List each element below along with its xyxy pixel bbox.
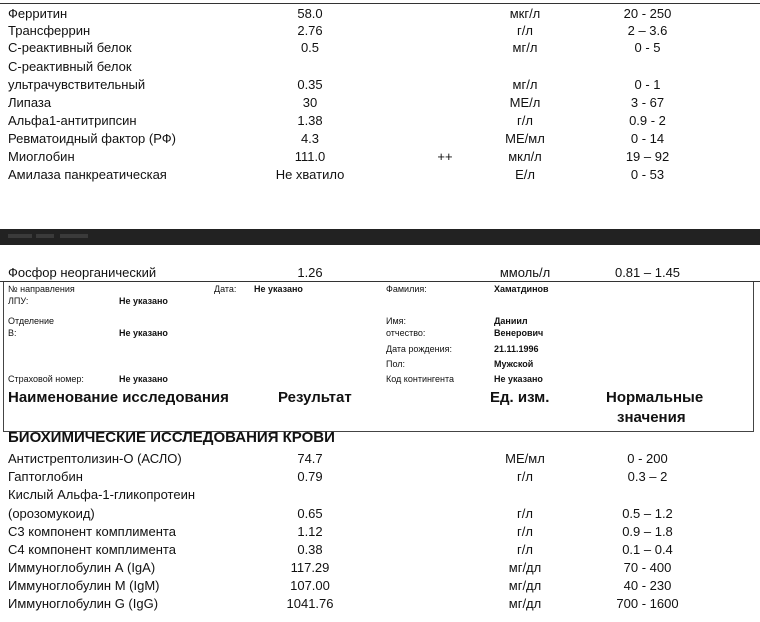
birth-label: Дата рождения: xyxy=(386,344,452,354)
surname-value: Хаматдинов xyxy=(494,284,549,294)
date-value: Не указано xyxy=(254,284,303,294)
contingent-value: Не указано xyxy=(494,374,543,384)
contingent-label: Код контингента xyxy=(386,374,455,384)
band-mark xyxy=(36,234,54,238)
band-mark xyxy=(60,234,88,238)
header-unit: Ед. изм. xyxy=(490,389,550,406)
insurance-label: Страховой номер: xyxy=(8,374,84,384)
referral-label: № направления xyxy=(8,284,75,294)
patronymic-value: Венерович xyxy=(494,328,544,338)
lpu-value: Не указано xyxy=(119,296,168,306)
header-result: Результат xyxy=(278,389,352,406)
header-norm-2: значения xyxy=(617,409,686,426)
name-label: Имя: xyxy=(386,316,407,326)
surname-label: Фамилия: xyxy=(386,284,427,294)
top-divider xyxy=(0,3,760,4)
header-name: Наименование исследования xyxy=(8,389,229,406)
insurance-value: Не указано xyxy=(119,374,168,384)
patronymic-label: отчество: xyxy=(386,328,426,338)
v-label: В: xyxy=(8,328,17,338)
abnormal-flag: ++ xyxy=(437,149,453,164)
lpu-label: ЛПУ: xyxy=(8,296,29,306)
name-value: Даниил xyxy=(494,316,528,326)
date-label: Дата: xyxy=(214,284,237,294)
v-value: Не указано xyxy=(119,328,168,338)
page-break-band xyxy=(0,229,760,245)
band-mark xyxy=(8,234,32,238)
department-label: Отделение xyxy=(8,316,55,326)
birth-value: 21.11.1996 xyxy=(494,344,539,354)
header-norm: Нормальные xyxy=(606,389,704,406)
section-title: БИОХИМИЧЕСКИЕ ИССЛЕДОВАНИЯ КРОВИ xyxy=(8,429,335,446)
sex-value: Мужской xyxy=(494,359,534,369)
sex-label: Пол: xyxy=(386,359,406,369)
